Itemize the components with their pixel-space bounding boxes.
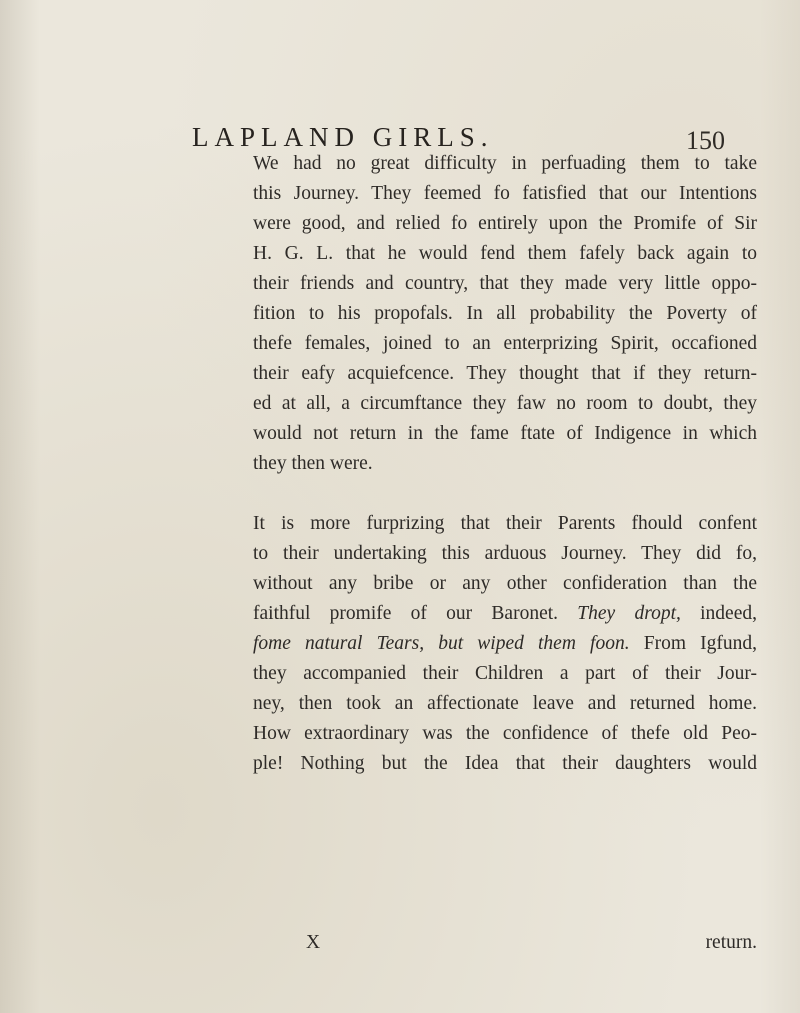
text-run: faithful promife of our Baronet. xyxy=(253,603,578,624)
page-number: 150 xyxy=(686,126,725,155)
text-line: they then were. xyxy=(253,453,373,474)
text-line: were good, and relied fo entirely upon the Promife of Sir xyxy=(253,213,757,234)
text-line: ed at all, a circumftance they faw no room to doubt, they xyxy=(253,393,757,414)
text-line-mixed xyxy=(227,599,757,629)
running-title: LAPLAND GIRLS. xyxy=(192,122,494,152)
text-line: this Journey. They feemed fo fatisfied that our Intentions xyxy=(253,183,757,204)
text-line: their friends and country, that they made very little oppo- xyxy=(253,273,757,294)
text-line: thefe females, joined to an enterprizing Spirit, occafioned xyxy=(253,333,757,354)
text-line: they accompanied their Children a part of their Jour- xyxy=(253,663,757,684)
text-line: without any bribe or any other confideration than the xyxy=(253,573,757,594)
signature-mark: X xyxy=(306,932,321,953)
paragraph-1 xyxy=(227,149,757,479)
text-run: indeed, xyxy=(680,603,757,624)
italic-text-run: fome natural Tears, but wiped them foon. xyxy=(253,633,630,654)
text-line: would not return in the fame ftate of Indigence in which xyxy=(253,423,757,444)
text-line: ple! Nothing but the Idea that their daughters would xyxy=(253,753,757,774)
text-line: their eafy acquiefcence. They thought that if they return- xyxy=(253,363,757,384)
body-text xyxy=(227,149,757,779)
text-line: to their undertaking this arduous Journey. They did fo, xyxy=(253,543,757,564)
text-line: fition to his propofals. In all probability the Poverty of xyxy=(253,303,757,324)
text-line: ney, then took an affectionate leave and returned home. xyxy=(253,693,757,714)
text-run: From Igfund, xyxy=(629,633,757,654)
text-line: It is more furprizing that their Parents fhould confent xyxy=(253,513,757,534)
paragraph-2 xyxy=(227,509,757,779)
text-line: We had no great difficulty in perfuading them to take xyxy=(253,153,757,174)
text-line: H. G. L. that he would fend them fafely back again to xyxy=(253,243,757,264)
italic-text-run: They dropt, xyxy=(577,603,681,624)
text-line: How extraordinary was the confidence of thefe old Peo- xyxy=(253,723,757,744)
catchword: return. xyxy=(705,932,757,953)
text-line-mixed xyxy=(227,629,757,659)
